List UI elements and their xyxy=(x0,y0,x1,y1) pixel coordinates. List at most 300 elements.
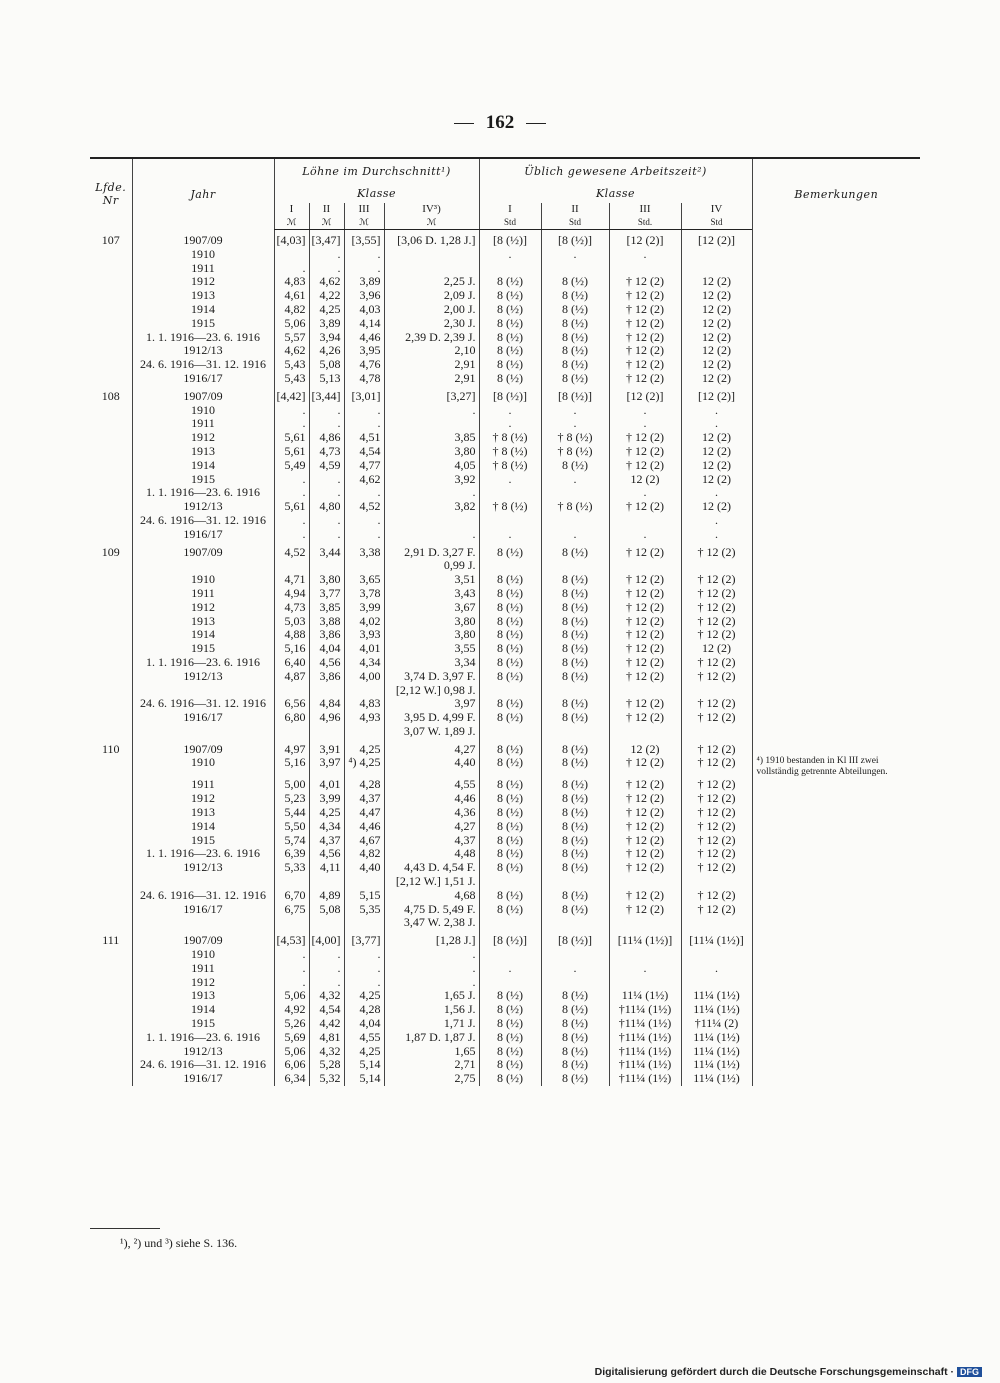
table-cell: † 12 (2) xyxy=(681,587,752,601)
table-cell: 8 (½) xyxy=(479,331,541,345)
table-cell: † 12 (2) xyxy=(681,656,752,670)
table-row xyxy=(90,976,920,990)
table-cell: † 12 (2) xyxy=(681,792,752,806)
lfd-nr-cell xyxy=(90,1058,132,1072)
table-cell: 24. 6. 1916—31. 12. 1916 xyxy=(132,358,274,372)
lfd-nr-cell: 107 xyxy=(101,232,120,247)
lfd-nr-cell xyxy=(90,248,132,262)
table-cell: 6,80 xyxy=(274,711,309,739)
table-cell: 1,65 J. xyxy=(384,989,479,1003)
table-cell: 4,01 xyxy=(309,778,344,792)
table-cell: 3,65 xyxy=(344,573,384,587)
remark-cell xyxy=(752,615,920,629)
table-cell: [12 (2)] xyxy=(681,230,752,248)
table-cell: 4,68 xyxy=(384,889,479,903)
table-cell: 1912/13 xyxy=(132,500,274,514)
table-cell: 8 (½) xyxy=(479,628,541,642)
lfd-nr-cell xyxy=(90,1003,132,1017)
table-cell: 4,83 xyxy=(274,275,309,289)
table-cell: 4,73 xyxy=(274,601,309,615)
unit-mark: ℳ xyxy=(344,216,384,230)
table-cell: 4,48 xyxy=(384,847,479,861)
table-row xyxy=(90,230,920,248)
table-cell: 8 (½) xyxy=(479,344,541,358)
lfd-nr-cell xyxy=(90,656,132,670)
remark-cell xyxy=(752,317,920,331)
table-cell: 1912 xyxy=(132,431,274,445)
table-cell: 3,88 xyxy=(309,615,344,629)
table-cell: 8 (½) xyxy=(541,806,609,820)
table-cell: . xyxy=(609,417,681,431)
table-cell: 8 (½) xyxy=(541,861,609,889)
table-cell: 1,65 xyxy=(384,1045,479,1059)
table-row xyxy=(90,473,920,487)
table-cell: 11¼ (1½) xyxy=(681,1072,752,1086)
table-cell: 3,86 xyxy=(309,628,344,642)
table-cell: 1914 xyxy=(132,303,274,317)
table-cell: 12 (2) xyxy=(681,459,752,473)
table-cell: 2,75 xyxy=(384,1072,479,1086)
lfd-nr-cell xyxy=(90,459,132,473)
table-cell xyxy=(609,948,681,962)
table-cell: 1. 1. 1916—23. 6. 1916 xyxy=(132,486,274,500)
table-row xyxy=(90,431,920,445)
table-row xyxy=(90,1031,920,1045)
table-cell: . xyxy=(479,962,541,976)
table-cell: 3,85 xyxy=(384,431,479,445)
table-cell: 1910 xyxy=(132,756,274,778)
table-cell: 5,08 xyxy=(309,903,344,931)
lfd-nr-cell xyxy=(90,262,132,276)
table-cell: 4,54 xyxy=(309,1003,344,1017)
table-cell: 6,06 xyxy=(274,1058,309,1072)
table-cell: [11¼ (1½)] xyxy=(609,930,681,948)
table-cell: 1914 xyxy=(132,459,274,473)
remark-cell xyxy=(752,289,920,303)
table-cell: † 12 (2) xyxy=(609,459,681,473)
remark-cell xyxy=(752,1058,920,1072)
table-cell xyxy=(479,514,541,528)
table-cell: 1,71 J. xyxy=(384,1017,479,1031)
remark-cell xyxy=(752,514,920,528)
table-cell: . xyxy=(309,528,344,542)
table-cell: 1912 xyxy=(132,275,274,289)
table-cell: † 12 (2) xyxy=(609,670,681,698)
table-cell xyxy=(681,248,752,262)
table-cell: . xyxy=(479,248,541,262)
table-cell: †11¼ (1½) xyxy=(609,1045,681,1059)
table-cell: 4,81 xyxy=(309,1031,344,1045)
lfd-nr-cell xyxy=(90,670,132,698)
table-row xyxy=(90,417,920,431)
table-cell: † 12 (2) xyxy=(681,573,752,587)
table-cell: 8 (½) xyxy=(541,642,609,656)
table-cell: 4,93 xyxy=(344,711,384,739)
table-row xyxy=(90,670,920,698)
lfd-nr-cell: 110 xyxy=(101,741,120,756)
table-cell: † 12 (2) xyxy=(609,601,681,615)
table-row xyxy=(90,573,920,587)
remark-cell xyxy=(752,976,920,990)
table-cell: † 12 (2) xyxy=(681,697,752,711)
table-cell: 4,05 xyxy=(384,459,479,473)
table-cell: 4,25 xyxy=(344,1045,384,1059)
table-row xyxy=(90,331,920,345)
table-cell: 3,80 xyxy=(384,445,479,459)
table-cell: 1913 xyxy=(132,289,274,303)
remark-cell xyxy=(752,601,920,615)
lfd-nr-cell xyxy=(90,587,132,601)
page-number: 162 xyxy=(0,112,1000,134)
table-cell: . xyxy=(681,404,752,418)
table-cell: . xyxy=(344,417,384,431)
unit-std: Std xyxy=(681,216,752,230)
table-cell: 5,00 xyxy=(274,778,309,792)
table-cell: 8 (½) xyxy=(479,806,541,820)
table-cell: 1915 xyxy=(132,473,274,487)
table-cell: † 12 (2) xyxy=(609,847,681,861)
table-cell: 8 (½) xyxy=(479,889,541,903)
table-cell: . xyxy=(344,528,384,542)
table-cell: 4,42 xyxy=(309,1017,344,1031)
table-row xyxy=(90,358,920,372)
remark-cell xyxy=(752,889,920,903)
table-row xyxy=(90,289,920,303)
table-cell: 4,25 xyxy=(309,303,344,317)
table-row xyxy=(90,903,920,931)
table-cell: 1913 xyxy=(132,445,274,459)
remark-cell xyxy=(752,834,920,848)
table-cell: † 12 (2) xyxy=(609,317,681,331)
table-cell: 4,78 xyxy=(344,372,384,386)
lfd-nr-cell xyxy=(90,417,132,431)
table-cell: †11¼ (1½) xyxy=(609,1017,681,1031)
table-cell xyxy=(541,514,609,528)
table-cell: 5,14 xyxy=(344,1058,384,1072)
table-cell: 4,88 xyxy=(274,628,309,642)
lfd-nr-cell xyxy=(90,331,132,345)
statistics-table xyxy=(90,157,920,1086)
table-cell: 8 (½) xyxy=(479,1058,541,1072)
table-cell: 3,85 xyxy=(309,601,344,615)
table-cell: 3,34 xyxy=(384,656,479,670)
table-cell: † 12 (2) xyxy=(609,889,681,903)
table-cell: 1912 xyxy=(132,792,274,806)
table-cell: . xyxy=(274,948,309,962)
table-cell: 2,00 J. xyxy=(384,303,479,317)
lfd-nr-cell xyxy=(90,989,132,1003)
table-cell: 1910 xyxy=(132,948,274,962)
table-cell: 3,86 xyxy=(309,670,344,698)
table-cell: . xyxy=(479,528,541,542)
table-cell: 3,44 xyxy=(309,542,344,574)
table-cell: [8 (½)] xyxy=(541,230,609,248)
remark-cell xyxy=(752,230,920,248)
lfd-nr-cell xyxy=(90,778,132,792)
table-cell: 4,83 xyxy=(344,697,384,711)
table-cell: 8 (½) xyxy=(541,358,609,372)
lfd-nr-cell xyxy=(90,628,132,642)
remark-cell xyxy=(752,1072,920,1086)
table-cell: 3,89 xyxy=(344,275,384,289)
table-cell: † 12 (2) xyxy=(609,628,681,642)
table-cell: [1,28 J.] xyxy=(384,930,479,948)
table-row xyxy=(90,642,920,656)
remark-cell xyxy=(752,861,920,889)
remark-cell xyxy=(752,1017,920,1031)
table-row xyxy=(90,386,920,404)
table-cell: † 12 (2) xyxy=(681,861,752,889)
table-cell xyxy=(609,514,681,528)
table-row xyxy=(90,778,920,792)
table-cell: 8 (½) xyxy=(479,1003,541,1017)
table-cell: 1910 xyxy=(132,404,274,418)
table-cell: 1915 xyxy=(132,642,274,656)
remark-cell xyxy=(752,386,920,404)
table-cell: 5,16 xyxy=(274,756,309,778)
table-cell: . xyxy=(541,248,609,262)
lfd-nr-cell xyxy=(90,861,132,889)
table-body xyxy=(90,230,920,1087)
table-row xyxy=(90,834,920,848)
table-cell: 8 (½) xyxy=(541,628,609,642)
table-row xyxy=(90,1045,920,1059)
table-cell: 3,82 xyxy=(384,500,479,514)
remark-cell xyxy=(752,711,920,739)
table-cell: 8 (½) xyxy=(541,792,609,806)
col-IV-loehne: IV³) xyxy=(384,203,479,216)
table-cell: 6,75 xyxy=(274,903,309,931)
table-cell: [4,00] xyxy=(309,930,344,948)
table-cell: 4,40 xyxy=(384,756,479,778)
table-cell: 1907/09 xyxy=(132,542,274,574)
table-cell: 4,37 xyxy=(344,792,384,806)
table-cell: 4,40 xyxy=(344,861,384,889)
table-cell: 8 (½) xyxy=(541,889,609,903)
footnote-rule xyxy=(90,1228,160,1229)
table-cell: 11¼ (1½) xyxy=(681,1058,752,1072)
table-cell: 4,97 xyxy=(274,739,309,757)
table-cell: 1914 xyxy=(132,628,274,642)
table-cell: 3,95 D. 4,99 F. 3,07 W. 1,89 J. xyxy=(384,711,479,739)
lfd-nr-cell xyxy=(90,962,132,976)
table-cell: 4,46 xyxy=(344,331,384,345)
table-cell: 5,43 xyxy=(274,372,309,386)
table-row xyxy=(90,739,920,757)
table-cell: 8 (½) xyxy=(541,459,609,473)
table-cell: † 12 (2) xyxy=(609,656,681,670)
table-cell: † 12 (2) xyxy=(609,806,681,820)
table-row xyxy=(90,792,920,806)
table-cell: † 12 (2) xyxy=(681,903,752,931)
lfd-nr-cell xyxy=(90,1072,132,1086)
table-cell: 3,96 xyxy=(344,289,384,303)
table-cell: 8 (½) xyxy=(541,1003,609,1017)
lfd-nr-cell xyxy=(90,903,132,931)
remark-cell xyxy=(752,656,920,670)
table-cell: 4,28 xyxy=(344,778,384,792)
table-cell: . xyxy=(384,486,479,500)
table-cell: †11¼ (1½) xyxy=(609,1003,681,1017)
lfd-nr-cell xyxy=(90,275,132,289)
table-cell: 4,11 xyxy=(309,861,344,889)
table-cell: . xyxy=(309,514,344,528)
remark-cell xyxy=(752,697,920,711)
table-cell: 3,89 xyxy=(309,317,344,331)
table-cell: 5,15 xyxy=(344,889,384,903)
table-row xyxy=(90,317,920,331)
table-cell: 8 (½) xyxy=(541,1017,609,1031)
table-cell: 8 (½) xyxy=(479,601,541,615)
remark-cell xyxy=(752,303,920,317)
remark-cell xyxy=(752,792,920,806)
table-cell: 6,40 xyxy=(274,656,309,670)
table-cell: † 12 (2) xyxy=(609,756,681,778)
table-cell: 8 (½) xyxy=(541,303,609,317)
remark-cell xyxy=(752,989,920,1003)
table-cell: 4,52 xyxy=(274,542,309,574)
table-cell: † 12 (2) xyxy=(609,778,681,792)
lfd-nr-cell xyxy=(90,847,132,861)
table-cell: 8 (½) xyxy=(541,903,609,931)
table-cell: . xyxy=(609,486,681,500)
table-cell: 3,95 xyxy=(344,344,384,358)
table-cell: † 12 (2) xyxy=(609,615,681,629)
table-cell: † 8 (½) xyxy=(479,500,541,514)
lfd-nr-cell xyxy=(90,601,132,615)
table-cell: . xyxy=(344,486,384,500)
col-IV-zeit: IV xyxy=(681,203,752,216)
table-cell: . xyxy=(274,262,309,276)
arbeitszeit-header: Üblich gewesene Arbeitszeit²) xyxy=(479,158,752,184)
table-cell: † 12 (2) xyxy=(609,500,681,514)
table-cell: . xyxy=(681,417,752,431)
table-cell: 1. 1. 1916—23. 6. 1916 xyxy=(132,847,274,861)
table-cell: 1912/13 xyxy=(132,670,274,698)
table-cell: 2,71 xyxy=(384,1058,479,1072)
table-cell: 5,61 xyxy=(274,445,309,459)
remark-cell xyxy=(752,486,920,500)
table-cell: 2,39 D. 2,39 J. xyxy=(384,331,479,345)
table-cell: † 12 (2) xyxy=(609,834,681,848)
table-cell: . xyxy=(309,962,344,976)
table-cell: 4,75 D. 5,49 F. 3,47 W. 2,38 J. xyxy=(384,903,479,931)
table-cell: † 12 (2) xyxy=(609,792,681,806)
table-row xyxy=(90,1072,920,1086)
table-cell: [4,42] xyxy=(274,386,309,404)
table-cell: 8 (½) xyxy=(541,756,609,778)
col-II-loehne: II xyxy=(309,203,344,216)
table-row xyxy=(90,445,920,459)
table-cell: † 12 (2) xyxy=(609,820,681,834)
table-cell: 1912/13 xyxy=(132,861,274,889)
table-cell: 1913 xyxy=(132,989,274,1003)
table-cell: . xyxy=(309,262,344,276)
table-cell: 4,77 xyxy=(344,459,384,473)
table-cell: 5,26 xyxy=(274,1017,309,1031)
table-cell: [3,47] xyxy=(309,230,344,248)
table-cell: 3,67 xyxy=(384,601,479,615)
table-cell: 1. 1. 1916—23. 6. 1916 xyxy=(132,1031,274,1045)
table-cell: 12 (2) xyxy=(681,303,752,317)
table-cell: 4,80 xyxy=(309,500,344,514)
table-cell: 3,77 xyxy=(309,587,344,601)
table-cell: † 12 (2) xyxy=(681,670,752,698)
dfg-logo: DFG xyxy=(957,1367,982,1377)
table-cell: 8 (½) xyxy=(541,670,609,698)
table-cell: 24. 6. 1916—31. 12. 1916 xyxy=(132,514,274,528)
table-cell: 3,51 xyxy=(384,573,479,587)
lfd-nr-cell xyxy=(90,976,132,990)
remark-cell xyxy=(752,344,920,358)
table-cell: 8 (½) xyxy=(541,601,609,615)
table-cell: [12 (2)] xyxy=(609,386,681,404)
table-row xyxy=(90,1058,920,1072)
table-cell: 8 (½) xyxy=(541,711,609,739)
table-cell: 8 (½) xyxy=(541,1031,609,1045)
lfd-nr-cell xyxy=(90,514,132,528)
table-cell xyxy=(541,486,609,500)
table-cell: 5,16 xyxy=(274,642,309,656)
table-cell: [12 (2)] xyxy=(609,230,681,248)
table-cell: 2,91 xyxy=(384,358,479,372)
remark-cell xyxy=(752,500,920,514)
table-cell: 1912 xyxy=(132,601,274,615)
table-cell: 8 (½) xyxy=(479,756,541,778)
lfd-nr-cell: 108 xyxy=(101,388,120,403)
table-cell: . xyxy=(344,976,384,990)
table-cell: † 12 (2) xyxy=(609,275,681,289)
table-cell: 1910 xyxy=(132,573,274,587)
table-cell: 8 (½) xyxy=(479,372,541,386)
table-cell: † 12 (2) xyxy=(681,889,752,903)
unit-std: Std. xyxy=(609,216,681,230)
table-cell: 5,06 xyxy=(274,989,309,1003)
table-cell: 4,94 xyxy=(274,587,309,601)
table-cell: 8 (½) xyxy=(541,820,609,834)
table-cell: 1,87 D. 1,87 J. xyxy=(384,1031,479,1045)
table-cell: 4,73 xyxy=(309,445,344,459)
table-cell: † 12 (2) xyxy=(609,861,681,889)
table-cell: 4,55 xyxy=(344,1031,384,1045)
table-cell: 5,06 xyxy=(274,1045,309,1059)
table-cell: 6,70 xyxy=(274,889,309,903)
table-cell: . xyxy=(609,528,681,542)
lfd-nr-cell: 111 xyxy=(102,933,120,948)
table-cell: 8 (½) xyxy=(479,711,541,739)
table-cell: 8 (½) xyxy=(479,697,541,711)
table-cell: . xyxy=(309,486,344,500)
table-cell: . xyxy=(309,976,344,990)
table-cell: 1914 xyxy=(132,1003,274,1017)
table-cell xyxy=(274,248,309,262)
table-cell: 12 (2) xyxy=(681,642,752,656)
table-cell: 2,25 J. xyxy=(384,275,479,289)
table-cell: . xyxy=(384,404,479,418)
table-cell: [4,53] xyxy=(274,930,309,948)
table-row xyxy=(90,372,920,386)
table-cell: 4,51 xyxy=(344,431,384,445)
table-cell: 4,00 xyxy=(344,670,384,698)
table-cell: 4,89 xyxy=(309,889,344,903)
lfd-nr-cell xyxy=(90,806,132,820)
table-cell: 5,61 xyxy=(274,500,309,514)
table-cell xyxy=(681,948,752,962)
table-cell: 4,59 xyxy=(309,459,344,473)
lfd-nr-cell xyxy=(90,303,132,317)
table-row xyxy=(90,262,920,276)
remark-cell xyxy=(752,248,920,262)
